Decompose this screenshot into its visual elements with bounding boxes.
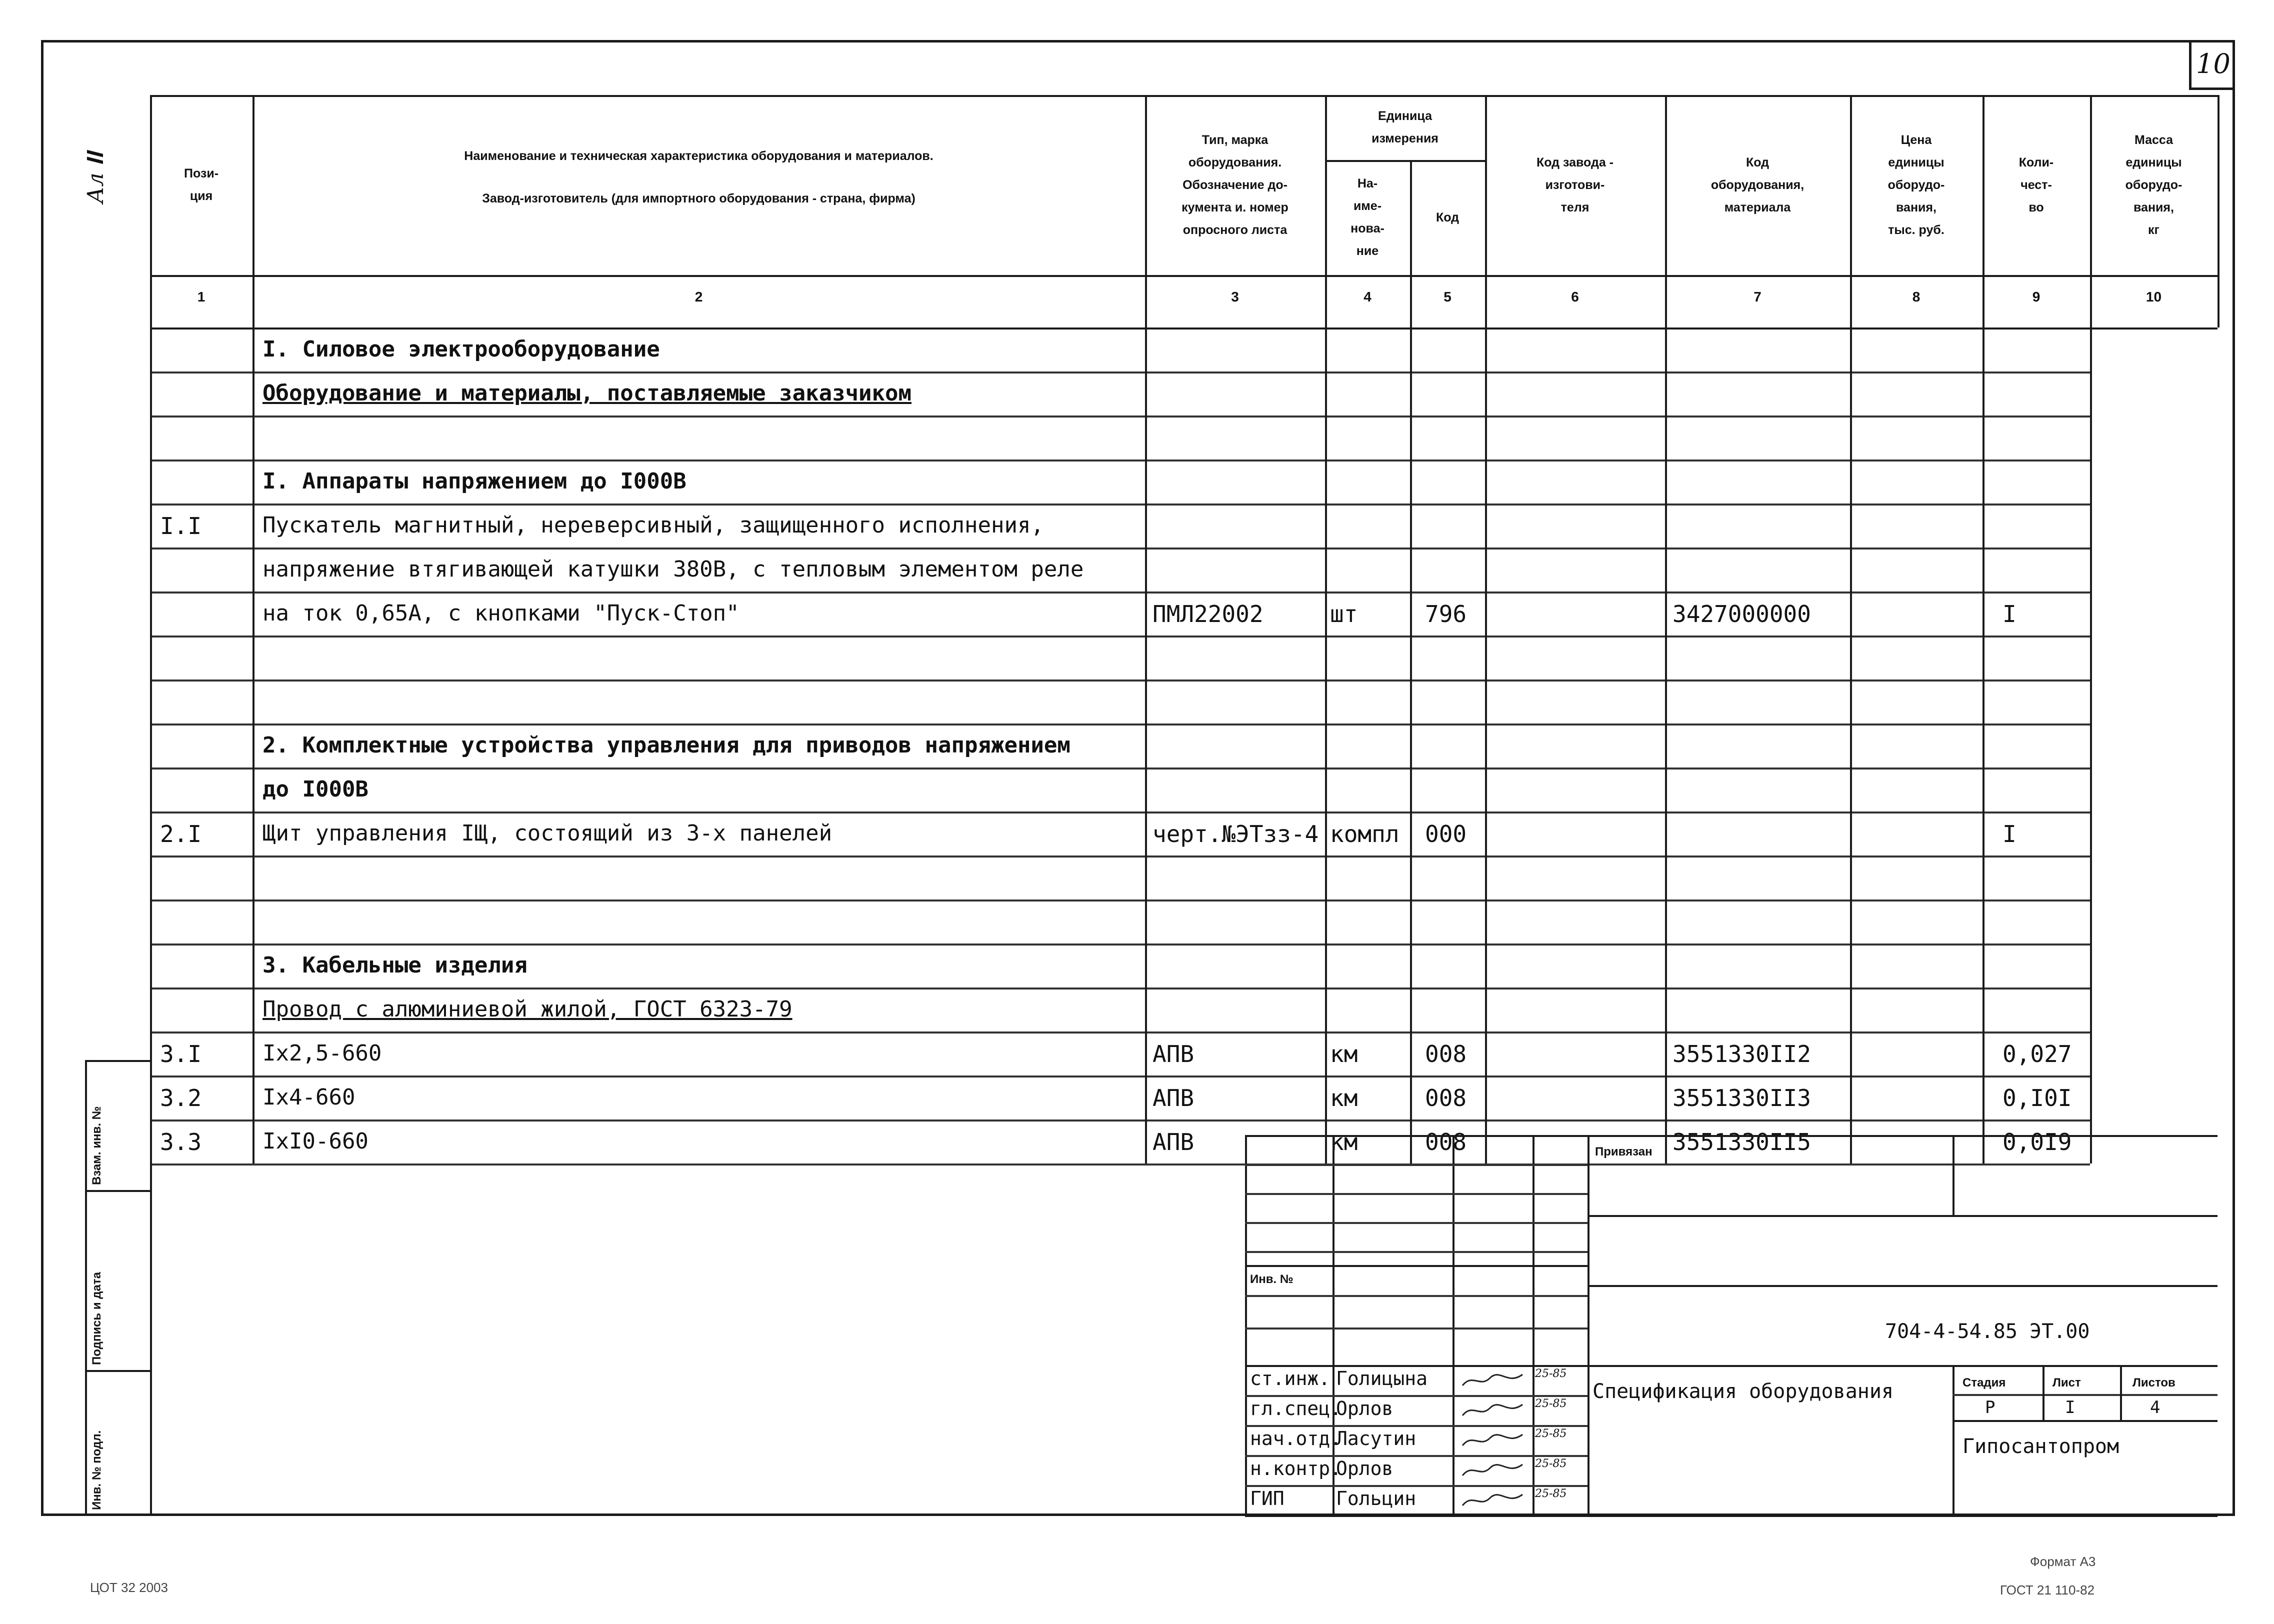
stamp-doc-code: 704-4-54.85 ЭТ.00 [1885, 1320, 2090, 1343]
signature-scribble [1460, 1460, 1525, 1480]
header-position: Пози- ция [184, 166, 219, 203]
row-line [150, 812, 2090, 814]
cell-quantity: 0,I0I [2002, 1084, 2072, 1112]
cell-name: до I000В [262, 776, 368, 802]
cell-name: напряжение втягивающей катушки 380В, с тепловым элементом реле [262, 556, 1084, 582]
column-number: 5 [1444, 289, 1452, 304]
stamp-line [1245, 1135, 1247, 1515]
header-unit-group: Единица измерения [1372, 109, 1438, 146]
row-line [150, 680, 2090, 682]
signatory-name: Ласутин [1336, 1428, 1416, 1450]
row-line [150, 1032, 2090, 1034]
row-line [150, 460, 2090, 462]
cell-type: ПМЛ22002 [1152, 600, 1264, 628]
stamp-sheet: I [2065, 1398, 2076, 1418]
signature-scribble [1460, 1430, 1525, 1450]
side-strip-line [85, 1190, 150, 1192]
stamp-sheets-header: Листов [2132, 1376, 2176, 1390]
cell-type: АПВ [1152, 1084, 1194, 1112]
row-line [150, 416, 2090, 418]
cell-unit-code: 008 [1425, 1084, 1467, 1112]
column-number: 8 [1912, 289, 1920, 304]
signatory-name: Орлов [1336, 1398, 1394, 1420]
footer-left-code: ЦОТ 32 2003 [90, 1580, 168, 1595]
cell-quantity: I [2002, 600, 2016, 628]
row-line [150, 1120, 2090, 1122]
stamp-title: Спецификация оборудования [1592, 1380, 1894, 1403]
header-unit-name: На- име- нова- ние [1350, 176, 1384, 258]
cell-name: Iх2,5-660 [262, 1040, 382, 1066]
stamp-line [1245, 1328, 1588, 1330]
stamp-line [2042, 1365, 2044, 1420]
stamp-line [2120, 1365, 2122, 1420]
stamp-line [1245, 1135, 2218, 1137]
stamp-stage-header: Стадия [1962, 1376, 2006, 1390]
stamp-privyazan: Привязан [1595, 1145, 1652, 1158]
colnum-bottom-line [150, 328, 2218, 330]
row-line [150, 768, 2090, 770]
stamp-line [1245, 1251, 1588, 1253]
stamp-line [1245, 1193, 1588, 1195]
column-number: 4 [1364, 289, 1372, 304]
cell-quantity: 0,027 [2002, 1040, 2072, 1068]
signature-scribble [1460, 1400, 1525, 1420]
inventory-mark: Ал 𝐈𝐈 [82, 152, 108, 204]
stamp-line [1532, 1135, 1534, 1515]
signatory-date: 25-85 [1535, 1458, 1567, 1470]
footer-format: Формат А3 [2030, 1554, 2096, 1569]
header-mass: Масса единицы оборудо- вания, кг [2125, 132, 2182, 237]
cell-quantity: I [2002, 820, 2016, 848]
column-line [1410, 160, 1412, 1164]
cell-name: 2. Комплектные устройства управления для приводов напряжением [262, 732, 1070, 758]
signatory-role: гл.спец. [1250, 1398, 1342, 1420]
stamp-line [1245, 1222, 1588, 1224]
column-line [2218, 95, 2220, 328]
cell-unit-name: компл [1330, 820, 1400, 848]
signature-scribble [1460, 1370, 1525, 1390]
cell-unit-name: км [1330, 1128, 1358, 1156]
column-number: 2 [694, 289, 703, 304]
row-line [150, 1164, 2090, 1166]
header-unit-code: Код [1436, 210, 1460, 224]
cell-type: АПВ [1152, 1128, 1194, 1156]
cell-unit-code: 796 [1425, 600, 1467, 628]
cell-name: на ток 0,65А, с кнопками "Пуск-Стоп" [262, 600, 740, 626]
row-line [150, 372, 2090, 374]
signatory-date: 25-85 [1535, 1368, 1567, 1380]
signatory-date: 25-85 [1535, 1428, 1567, 1440]
side-label-replace-inv: Взам. инв. № [90, 1106, 104, 1185]
cell-position: I.I [160, 512, 202, 540]
stamp-line [1952, 1394, 2218, 1396]
stamp-line [1245, 1455, 1588, 1457]
row-line [150, 944, 2090, 946]
row-line [150, 636, 2090, 638]
row-line [150, 548, 2090, 550]
cell-position: 3.I [160, 1040, 202, 1068]
row-line [150, 988, 2090, 990]
stamp-sheet-header: Лист [2052, 1376, 2081, 1390]
signatory-name: Орлов [1336, 1458, 1394, 1480]
stamp-organization: Гипосантопром [1962, 1435, 2120, 1458]
cell-position: 3.2 [160, 1084, 202, 1112]
cell-equipment-code: 3551330II3 [1672, 1084, 1811, 1112]
side-strip-line [85, 1060, 87, 1515]
row-line [150, 856, 2090, 858]
cell-name: Пускатель магнитный, нереверсивный, защищенного исполнения, [262, 512, 1044, 538]
sheet-corner-number: 10 [2189, 40, 2235, 90]
header-quantity: Коли- чест- во [2018, 155, 2054, 214]
cell-name: Щит управления IЩ, состоящий из 3-х панелей [262, 820, 832, 846]
cell-name: Iх4-660 [262, 1084, 356, 1110]
stamp-line [1245, 1265, 1588, 1267]
cell-quantity: 0,0I9 [2002, 1128, 2072, 1156]
cell-name: Провод с алюминиевой жилой, ГОСТ 6323-79 [262, 996, 792, 1022]
column-number: 1 [197, 289, 206, 304]
signatory-role: н.контр. [1250, 1458, 1342, 1480]
side-strip-line [85, 1370, 150, 1372]
cell-name: I. Силовое электрооборудование [262, 336, 660, 362]
column-number: 7 [1754, 289, 1762, 304]
column-number: 6 [1571, 289, 1579, 304]
signatory-role: ГИП [1250, 1488, 1284, 1510]
stamp-line [1245, 1425, 1588, 1427]
stamp-sheets: 4 [2150, 1398, 2160, 1418]
cell-name: 3. Кабельные изделия [262, 952, 528, 978]
stamp-line [1245, 1515, 2218, 1517]
cell-type: черт.№ЭТзз-4 [1152, 820, 1319, 848]
stamp-line [1588, 1135, 1590, 1515]
cell-equipment-code: 3427000000 [1672, 600, 1811, 628]
cell-name: Оборудование и материалы, поставляемые заказчиком [262, 380, 912, 406]
row-line [150, 724, 2090, 726]
cell-unit-name: км [1330, 1040, 1358, 1068]
signatory-role: ст.инж. [1250, 1368, 1330, 1390]
signatory-date: 25-85 [1535, 1398, 1567, 1410]
stamp-line [1588, 1215, 2218, 1217]
side-strip-line [150, 1060, 152, 1515]
column-number: 3 [1231, 289, 1239, 304]
signature-scribble [1460, 1490, 1525, 1510]
stamp-line [1245, 1295, 1588, 1297]
column-number: 9 [2032, 289, 2040, 304]
column-number: 10 [2146, 289, 2162, 304]
stamp-line [1952, 1420, 2218, 1422]
cell-unit-code: 000 [1425, 820, 1467, 848]
cell-name: I. Аппараты напряжением до I000В [262, 468, 686, 494]
header-maker-code: Код завода - изготови- теля [1536, 155, 1614, 214]
side-label-signature-date: Подпись и дата [90, 1272, 104, 1365]
side-label-orig-inv: Инв. № подл. [90, 1430, 104, 1510]
signatory-name: Гольцин [1336, 1488, 1416, 1510]
cell-unit-code: 008 [1425, 1128, 1467, 1156]
header-equipment-code: Код оборудования, материала [1710, 155, 1804, 214]
header-name [252, 95, 1145, 275]
signatory-date: 25-85 [1535, 1488, 1567, 1500]
cell-equipment-code: 3551330II5 [1672, 1128, 1811, 1156]
row-line [150, 592, 2090, 594]
cell-unit-name: км [1330, 1084, 1358, 1112]
header-bottom-line [150, 275, 2218, 277]
stamp-line [1245, 1485, 1588, 1487]
row-line [150, 1076, 2090, 1078]
header-name-line1: Наименование и техническая характеристика оборудования и материалов. [464, 149, 934, 163]
stamp-line [1245, 1164, 1588, 1166]
stamp-line [1952, 1135, 1954, 1215]
cell-position: 2.I [160, 820, 202, 848]
row-line [150, 504, 2090, 506]
stamp-line [1245, 1365, 2218, 1367]
stamp-line [1952, 1365, 1954, 1515]
header-price: Цена единицы оборудо- вания, тыс. руб. [1888, 132, 1945, 237]
footer-gost: ГОСТ 21 110-82 [2000, 1582, 2095, 1598]
stamp-stage: Р [1985, 1398, 1996, 1418]
signatory-role: нач.отд. [1250, 1428, 1342, 1450]
signatory-name: Голицына [1336, 1368, 1428, 1390]
stamp-line [1245, 1395, 1588, 1397]
row-line [150, 900, 2090, 902]
stamp-line [1588, 1285, 2218, 1287]
side-strip-line [85, 1060, 150, 1062]
stamp-line [1452, 1135, 1454, 1515]
cell-type: АПВ [1152, 1040, 1194, 1068]
stamp-inv-no: Инв. № [1250, 1272, 1294, 1286]
cell-equipment-code: 3551330II2 [1672, 1040, 1811, 1068]
cell-unit-name: шт [1330, 600, 1358, 628]
cell-position: 3.3 [160, 1128, 202, 1156]
header-type: Тип, марка оборудования. Обозначение до- кумента и. номер опросного листа [1182, 132, 1288, 237]
header-name-line2: Завод-изготовитель (для импортного оборудования - страна, фирма) [482, 192, 916, 206]
cell-unit-code: 008 [1425, 1040, 1467, 1068]
cell-name: IхI0-660 [262, 1128, 368, 1154]
